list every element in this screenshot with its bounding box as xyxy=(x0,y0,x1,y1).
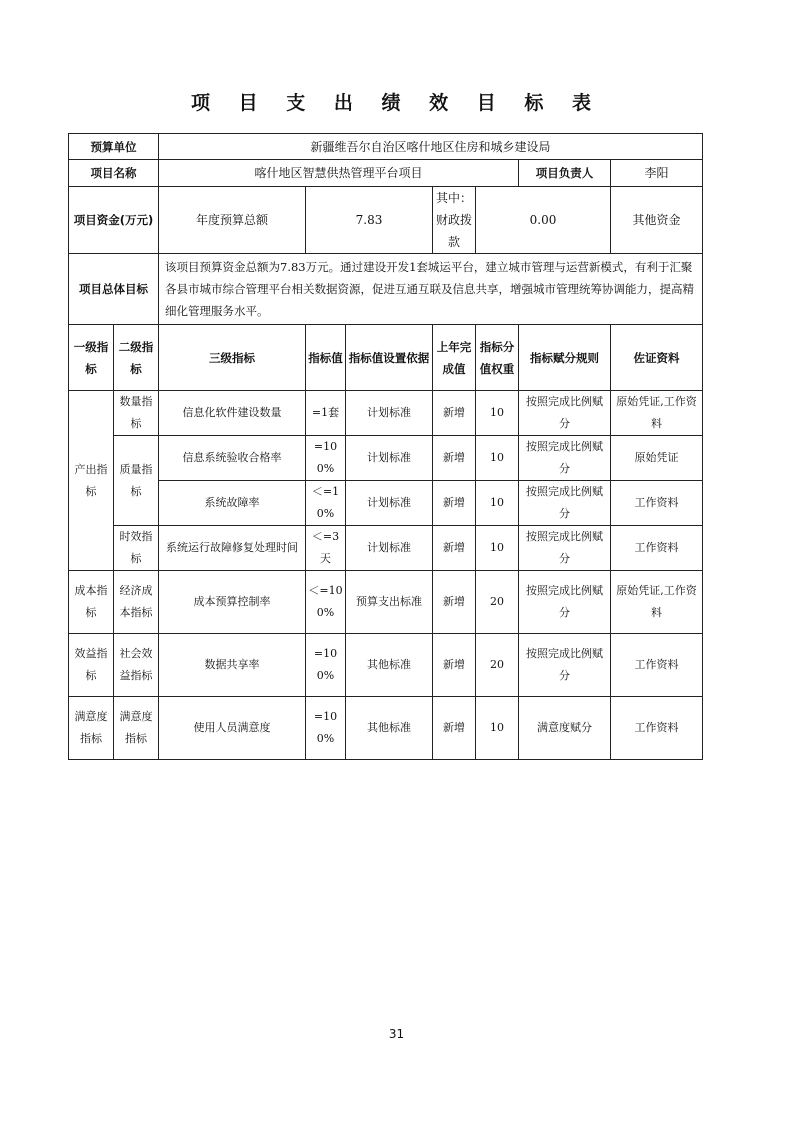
group-satisfaction: 满意度指标 xyxy=(69,697,114,760)
last-year-cell: 新增 xyxy=(433,571,476,634)
col-level3: 三级指标 xyxy=(159,325,306,391)
subgroup-timeliness: 时效指标 xyxy=(114,526,159,571)
rule-cell: 按照完成比例赋分 xyxy=(519,571,611,634)
weight-cell: 10 xyxy=(476,526,519,571)
project-label: 项目名称 xyxy=(69,160,159,187)
basis-cell: 计划标准 xyxy=(346,436,433,481)
rule-cell: 按照完成比例赋分 xyxy=(519,436,611,481)
table-row xyxy=(69,526,703,571)
group-benefit: 效益指标 xyxy=(69,634,114,697)
last-year-cell: 新增 xyxy=(433,526,476,571)
project-value: 喀什地区智慧供热管理平台项目 xyxy=(159,160,519,187)
unit-value: 新疆维吾尔自治区喀什地区住房和城乡建设局 xyxy=(159,134,703,160)
weight-cell: 10 xyxy=(476,391,519,436)
rule-cell: 按照完成比例赋分 xyxy=(519,634,611,697)
col-level2: 二级指标 xyxy=(114,325,159,391)
subgroup-quality: 质量指标 xyxy=(114,436,159,526)
subgroup-satisfaction: 满意度指标 xyxy=(114,697,159,760)
subgroup-economic: 经济成本指标 xyxy=(114,571,159,634)
indicator-cell: 数据共享率 xyxy=(159,634,306,697)
leader-label: 项目负责人 xyxy=(519,160,611,187)
table-row xyxy=(69,436,703,481)
table-row xyxy=(69,391,703,436)
indicator-cell: 信息系统验收合格率 xyxy=(159,436,306,481)
evidence-cell: 工作资料 xyxy=(611,697,703,760)
fund-label: 项目资金(万元) xyxy=(69,187,159,254)
value-cell: ＜=3天 xyxy=(306,526,346,571)
last-year-cell: 新增 xyxy=(433,634,476,697)
table-row xyxy=(69,634,703,697)
basis-cell: 计划标准 xyxy=(346,391,433,436)
evidence-cell: 原始凭证 xyxy=(611,436,703,481)
evidence-cell: 原始凭证,工作资料 xyxy=(611,391,703,436)
last-year-cell: 新增 xyxy=(433,481,476,526)
col-evidence: 佐证资料 xyxy=(611,325,703,391)
col-weight: 指标分值权重 xyxy=(476,325,519,391)
table-row xyxy=(69,697,703,760)
last-year-cell: 新增 xyxy=(433,697,476,760)
goal-text: 该项目预算资金总额为7.83万元。通过建设开发1套城运平台，建立城市管理与运营新模式，有利于汇聚各县市城市综合管理平台相关数据资源，促进互通互联及信息共享，增强城市管理统筹协调能力，提高精细化管理服务水平。 xyxy=(159,254,703,325)
group-cost: 成本指标 xyxy=(69,571,114,634)
leader-value: 李阳 xyxy=(611,160,703,187)
table-row xyxy=(69,481,703,526)
value-cell: ＜=100% xyxy=(306,571,346,634)
fiscal-label: 其中：财政拨款 xyxy=(433,187,476,254)
rule-cell: 按照完成比例赋分 xyxy=(519,481,611,526)
basis-cell: 其他标准 xyxy=(346,634,433,697)
basis-cell: 计划标准 xyxy=(346,481,433,526)
last-year-cell: 新增 xyxy=(433,391,476,436)
evidence-cell: 工作资料 xyxy=(611,526,703,571)
indicator-cell: 系统运行故障修复处理时间 xyxy=(159,526,306,571)
weight-cell: 10 xyxy=(476,481,519,526)
value-cell: ＜=10% xyxy=(306,481,346,526)
other-label: 其他资金 xyxy=(611,187,703,254)
value-cell: =1套 xyxy=(306,391,346,436)
col-value: 指标值 xyxy=(306,325,346,391)
table-row xyxy=(69,571,703,634)
indicator-cell: 使用人员满意度 xyxy=(159,697,306,760)
last-year-cell: 新增 xyxy=(433,436,476,481)
col-basis: 指标值设置依据 xyxy=(346,325,433,391)
value-cell: =100% xyxy=(306,436,346,481)
value-cell: =100% xyxy=(306,697,346,760)
group-output: 产出指标 xyxy=(69,391,114,571)
evidence-cell: 工作资料 xyxy=(611,481,703,526)
indicator-cell: 系统故障率 xyxy=(159,481,306,526)
basis-cell: 预算支出标准 xyxy=(346,571,433,634)
unit-label: 预算单位 xyxy=(69,134,159,160)
subgroup-social: 社会效益指标 xyxy=(114,634,159,697)
weight-cell: 20 xyxy=(476,634,519,697)
value-cell: =100% xyxy=(306,634,346,697)
col-rule: 指标赋分规则 xyxy=(519,325,611,391)
weight-cell: 10 xyxy=(476,436,519,481)
rule-cell: 按照完成比例赋分 xyxy=(519,526,611,571)
annual-label: 年度预算总额 xyxy=(159,187,306,254)
col-level1: 一级指标 xyxy=(69,325,114,391)
basis-cell: 其他标准 xyxy=(346,697,433,760)
weight-cell: 10 xyxy=(476,697,519,760)
rule-cell: 满意度赋分 xyxy=(519,697,611,760)
page-title: 项 目 支 出 绩 效 目 标 表 xyxy=(191,92,602,114)
goal-label: 项目总体目标 xyxy=(69,254,159,325)
indicator-cell: 成本预算控制率 xyxy=(159,571,306,634)
fiscal-value: 0.00 xyxy=(476,187,611,254)
indicator-cell: 信息化软件建设数量 xyxy=(159,391,306,436)
col-last-year: 上年完成值 xyxy=(433,325,476,391)
subgroup-quantity: 数量指标 xyxy=(114,391,159,436)
evidence-cell: 工作资料 xyxy=(611,634,703,697)
performance-table xyxy=(68,133,703,760)
rule-cell: 按照完成比例赋分 xyxy=(519,391,611,436)
page-number: 31 xyxy=(388,1027,405,1041)
basis-cell: 计划标准 xyxy=(346,526,433,571)
evidence-cell: 原始凭证,工作资料 xyxy=(611,571,703,634)
annual-value: 7.83 xyxy=(306,187,433,254)
weight-cell: 20 xyxy=(476,571,519,634)
